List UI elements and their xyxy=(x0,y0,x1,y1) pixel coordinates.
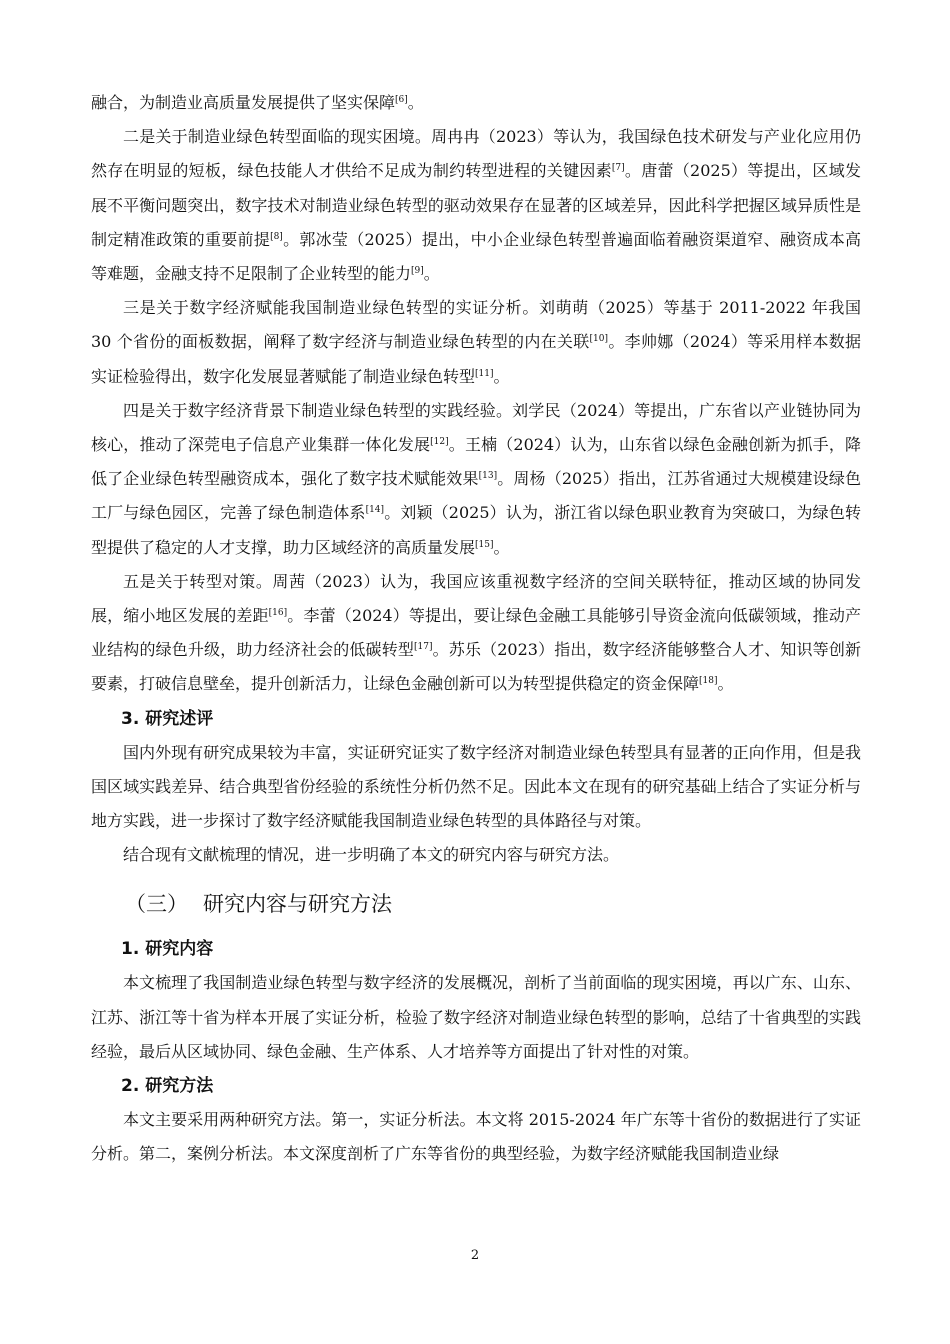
citation: [13] xyxy=(478,471,498,482)
subheading-method: 2. 研究方法 xyxy=(121,1076,214,1097)
section-title: 研究内容与研究方法 xyxy=(203,892,392,917)
citation: [6] xyxy=(395,95,408,105)
citation: [14] xyxy=(365,505,385,516)
subheading-review: 3. 研究述评 xyxy=(121,708,214,729)
paragraph-difficulties: 二是关于制造业绿色转型面临的现实困境。周冉冉（2023）等认为，我国绿色技术研发与产业化应用仍然存在明显的短板，绿色技能人才供给不足成为制约转型进程的关键因素[7]。唐蕾（2025）等提出，区域发展不平衡问题突出，数字技术对制造业绿色转型的驱动效果存在显著的区域差异，因此科学把握区域异质性是制定精准政策的重要前提[8]。郭冰莹（2025）提出，中小企业绿色转型普遍面临着融资渠道窄、融资成本高等难题，金融支持不足限制了企业转型的能力[9]。 xyxy=(91,127,861,284)
section-heading xyxy=(91,882,861,926)
citation: [12] xyxy=(430,437,449,448)
citation: [9] xyxy=(411,266,424,277)
subheading-content: 1. 研究内容 xyxy=(121,939,214,960)
paragraph-empirical: 三是关于数字经济赋能我国制造业绿色转型的实证分析。刘萌萌（2025）等基于 2011-2022 年我国 30 个省份的面板数据，阐释了数字经济与制造业绿色转型的内在关联[10]。李帅娜（2024）等采用样本数据实证检验得出，数字化发展显著赋能了制造业绿色转型[11]。 xyxy=(91,298,861,386)
paragraph-countermeasures: 五是关于转型对策。周茜（2023）认为，我国应该重视数字经济的空间关联特征，推动区域的协同发展，缩小地区发展的差距[16]。李蕾（2024）等提出，要让绿色金融工具能够引导资金流向低碳领域，推动产业结构的绿色升级，助力经济社会的低碳转型[17]。苏乐（2023）指出，数字经济能够整合人才、知识等创新要素，打破信息壁垒，提升创新活力，让绿色金融创新可以为转型提供稳定的资金保障[18]。 xyxy=(91,571,861,694)
citation: [7] xyxy=(611,163,625,174)
citation: [15] xyxy=(475,539,494,550)
citation: [17] xyxy=(414,642,433,653)
paragraph-transition: 结合现有文献梳理的情况，进一步明确了本文的研究内容与研究方法。 xyxy=(123,845,620,865)
citation: [18] xyxy=(699,676,718,687)
page-number: 2 xyxy=(470,1248,480,1263)
paragraph-practice: 四是关于数字经济背景下制造业绿色转型的实践经验。刘学民（2024）等提出，广东省以产业链协同为核心，推动了深莞电子信息产业集群一体化发展[12]。王楠（2024）认为，山东省以绿色金融创新为抓手，降低了企业绿色转型融资成本，强化了数字技术赋能效果[13]。周杨（2025）指出，江苏省通过大规模建设绿色工厂与绿色园区，完善了绿色制造体系[14]。刘颖（2025）认为，浙江省以绿色职业教育为突破口，为绿色转型提供了稳定的人才支撑，助力区域经济的高质量发展[15]。 xyxy=(91,400,861,557)
citation: [16] xyxy=(268,608,288,619)
paragraph-method: 本文主要采用两种研究方法。第一，实证分析法。本文将 2015-2024 年广东等十省份的数据进行了实证分析。第二，案例分析法。本文深度剖析了广东等省份的典型经验，为数字经济赋能我国制造业绿 xyxy=(91,1110,861,1164)
paragraph-continuation: 融合，为制造业高质量发展提供了坚实保障[6]。 xyxy=(91,93,424,112)
body-text xyxy=(91,86,861,1171)
paragraph-review: 国内外现有研究成果较为丰富，实证研究证实了数字经济对制造业绿色转型具有显著的正向作用，但是我国区域实践差异、结合典型省份经验的系统性分析仍然不足。因此本文在现有的研究基础上结合了实证分析与地方实践，进一步探讨了数字经济赋能我国制造业绿色转型的具体路径与对策。 xyxy=(91,742,861,831)
section-number: （三） xyxy=(125,892,188,917)
paragraph-content: 本文梳理了我国制造业绿色转型与数字经济的发展概况，剖析了当前面临的现实困境，再以广东、山东、江苏、浙江等十省为样本开展了实证分析，检验了数字经济对制造业绿色转型的影响，总结了十省典型的实践经验，最后从区域协同、绿色金融、生产体系、人才培养等方面提出了针对性的对策。 xyxy=(91,973,861,1061)
citation: [8] xyxy=(270,231,283,242)
citation: [11] xyxy=(475,368,494,379)
citation: [10] xyxy=(589,334,609,345)
